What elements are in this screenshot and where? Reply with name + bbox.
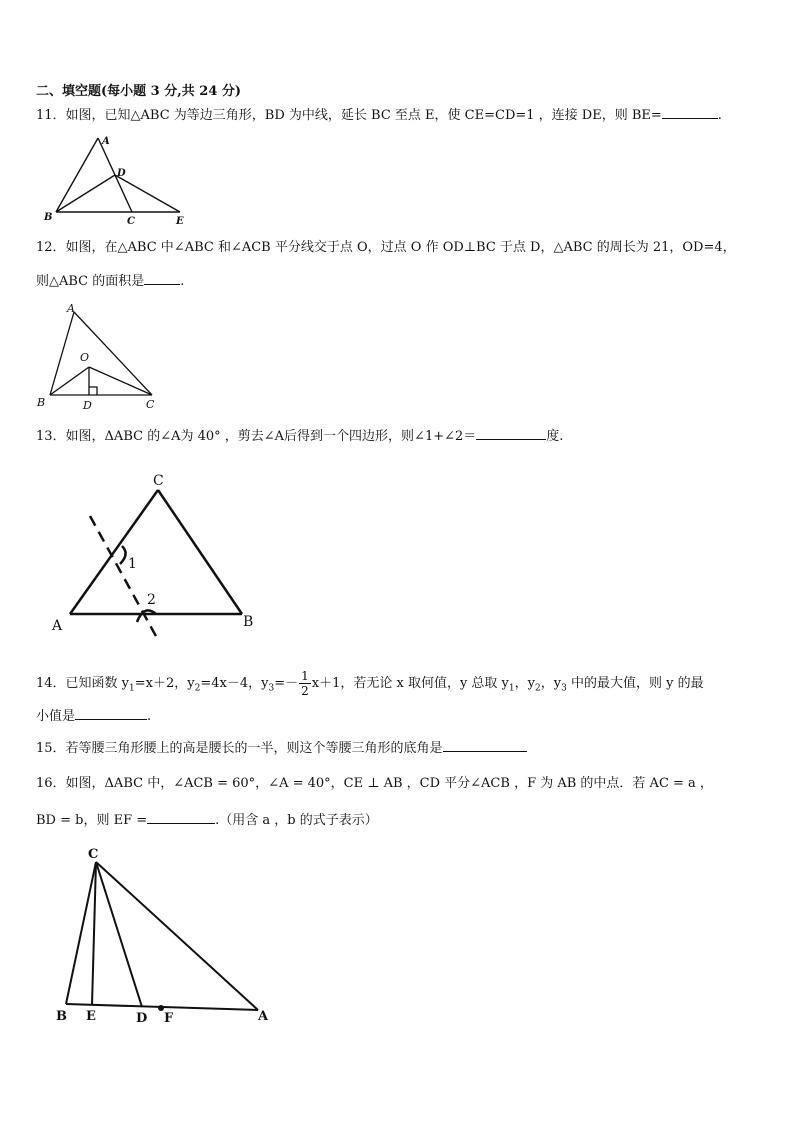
question-11-text: 11．如图，已知△ABC 为等边三角形，BD 为中线，延长 BC 至点 E，使 CE=CD=1 ，连接 DE，则 BE=: [36, 108, 662, 123]
fig16-altitude-ce: [92, 862, 96, 1005]
question-11: 11．如图，已知△ABC 为等边三角形，BD 为中线，延长 BC 至点 E，使 CE=CD=1 ，连接 DE，则 BE= .: [36, 108, 722, 123]
fig11-line-de: [115, 175, 180, 212]
figure-13: [40, 466, 280, 646]
figure-12: [34, 300, 164, 412]
fig12-right-angle-mark: [89, 387, 97, 395]
fig11-label-e: E: [176, 216, 184, 227]
fig13-label-b: B: [243, 614, 254, 630]
fig12-label-b: B: [37, 396, 46, 409]
fig13-label-2: 2: [147, 592, 156, 608]
fig16-label-b: B: [56, 1009, 67, 1024]
fig12-label-a: A: [67, 302, 75, 315]
fig13-label-c: C: [153, 473, 164, 489]
answer-blank-15: [443, 739, 527, 752]
fig13-label-1: 1: [128, 556, 137, 572]
question-13: 13．如图，ΔABC 的∠A为 40° ，剪去∠A后得到一个四边形，则∠1+∠2＝ 度.: [36, 429, 564, 444]
fig13-angle-1-arc: [120, 546, 126, 564]
fig12-label-d: D: [83, 399, 92, 412]
fig11-label-a: A: [102, 136, 110, 147]
fig11-label-d: D: [117, 168, 126, 179]
fig11-label-b: B: [44, 212, 53, 223]
fig16-label-c: C: [88, 847, 99, 862]
fig12-side-ab: [50, 312, 74, 395]
answer-blank-12: [144, 272, 180, 285]
fig13-side-bc: [158, 490, 242, 614]
fig16-label-a: A: [258, 1009, 269, 1024]
fig11-side-ab: [56, 138, 98, 212]
fraction-one-half: $\frac{1}{2}$: [301, 669, 309, 698]
fig16-label-f: F: [164, 1011, 174, 1026]
question-12-line1: 12．如图，在△ABC 中∠ABC 和∠ACB 平分线交于点 O，过点 O 作 OD⊥BC 于点 D，△ABC 的周长为 21，OD=4，: [36, 240, 736, 255]
question-12-line2: 则△ABC 的面积是 .: [36, 274, 185, 289]
answer-blank-11: [662, 106, 718, 119]
question-16-line1: 16．如图，ΔABC 中，∠ACB = 60°，∠A = 40°，CE ⊥ AB ，CD 平分∠ACB ，F 为 AB 的中点．若 AC = a ，: [36, 776, 713, 791]
question-14-line2: 小值是 .: [36, 709, 152, 724]
figure-11: [40, 132, 200, 228]
question-15: 15．若等腰三角形腰上的高是腰长的一半，则这个等腰三角形的底角是: [36, 739, 527, 757]
question-14-line1: 14．已知函数 $y_1=x+2$，$y_2=4x-4$，$y_3=-$ $\frac{1}{2}$ x＋1，若无论 x 取何值，y 总取 $y_1$，$y_2$，$y_3$ 中的最大值，则 y 的最: [36, 669, 704, 698]
fig12-bisector-co: [89, 367, 152, 395]
fig16-side-bc: [66, 862, 96, 1004]
answer-blank-14: [75, 707, 147, 720]
fig12-label-c: C: [146, 398, 155, 411]
section-title: 二、填空题(每小题 3 分,共 24 分): [36, 84, 242, 99]
fig11-label-c: C: [127, 216, 135, 227]
answer-blank-13: [476, 427, 546, 440]
fig12-bisector-bo: [50, 367, 89, 395]
fig12-label-o: O: [80, 351, 90, 364]
fig13-cut-line: [90, 516, 157, 638]
figure-16: [50, 840, 285, 1030]
fig13-side-ac: [70, 490, 158, 614]
question-16-line2: BD = b，则 EF = .（用含 a ，b 的式子表示）: [36, 813, 378, 828]
fig16-label-d: D: [136, 1011, 148, 1026]
fig16-label-e: E: [86, 1009, 96, 1024]
fig13-label-a: A: [52, 618, 63, 634]
answer-blank-16: [147, 811, 215, 824]
fig11-median-bd: [56, 175, 115, 212]
